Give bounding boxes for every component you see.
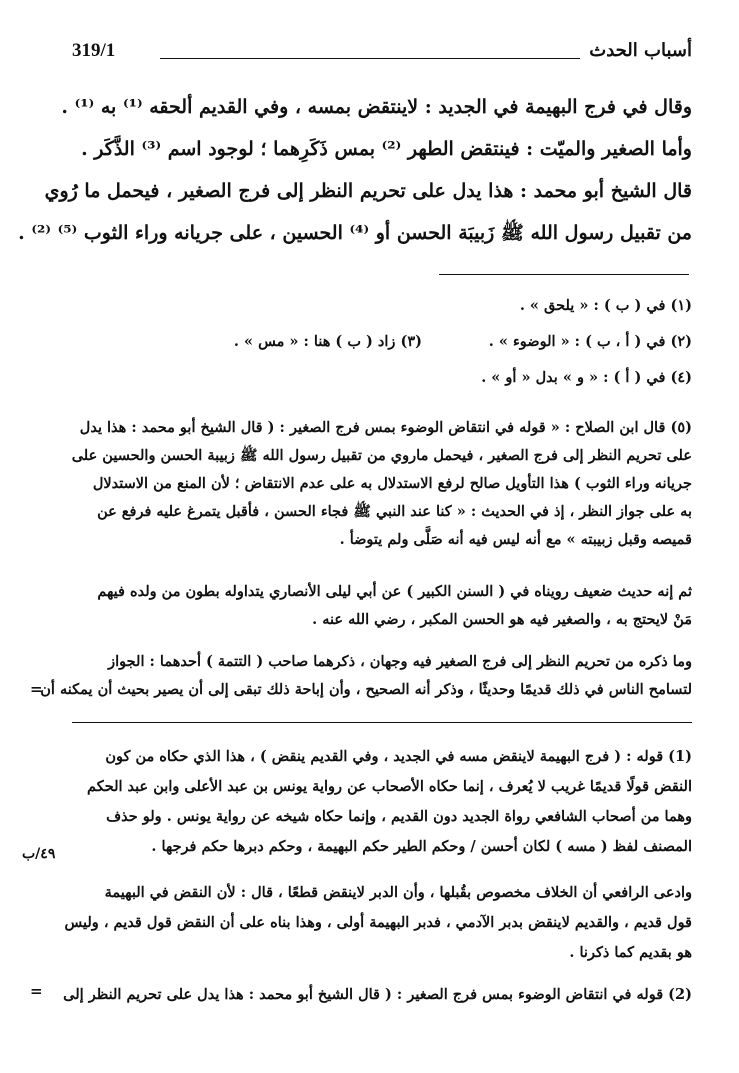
note-line: قميصه وقبل زبيبته » مع أنه ليس فيه أنه صَلَّى ولم يتوضأ . — [339, 531, 692, 548]
commentary-note-2 — [63, 980, 692, 1010]
commentary-line: هو بقديم كما ذكرنا . — [569, 944, 692, 961]
commentary-line: (2) قوله في انتقاض الوضوء بمس فرج الصغير : ( قال الشيخ أبو محمد : هذا يدل على تحريم النظر إلى — [63, 986, 692, 1003]
variant-note-row — [72, 364, 692, 392]
main-text-line: قال الشيخ أبو محمد : هذا يدل على تحريم النظر إلى فرج الصغير ، فيحمل ما رُوي — [44, 180, 692, 202]
margin-folio-note: ٤٩/ب — [22, 846, 56, 862]
commentary-line: قول قديم ، والقديم لاينقض بدبر الآدمي ، فدبر البهيمة أولى ، وهذا بناه على أن النقض قول قديم ، وليس — [64, 914, 692, 931]
note-line: على تحريم النظر إلى فرج الصغير ، فيحمل ماروي من تقبيل رسول الله ﷺ زبيبة الحسن والحسين على — [71, 447, 692, 464]
note-line: وما ذكره من تحريم النظر إلى فرج الصغير فيه وجهان ، ذكرهما صاحب ( التتمة ) أحدهما : الجواز — [108, 653, 692, 670]
variant-note-1: (١) في ( ب ) : « يلحق » . — [519, 297, 692, 314]
commentary-separator — [72, 722, 692, 723]
commentary-line: وادعى الرافعي أن الخلاف مخصوص بقُبلها ، وأن الدبر لاينقض قطعًا ، قال : لأن النقض في البهيمة — [104, 884, 692, 901]
variant-note-3: (٣) زاد ( ب ) هنا : « مس » . — [233, 333, 422, 350]
main-text — [18, 86, 692, 254]
variant-note-row — [72, 328, 692, 356]
header-rule — [160, 58, 580, 59]
variant-notes — [72, 292, 692, 392]
continuation-mark: = — [30, 982, 43, 1000]
commentary-line: النقض قولًا قديمًا غريب لا يُعرف ، إنما حكاه الأصحاب عن رواية يونس بن عبد الأعلى وابن عبد الحكم — [87, 778, 692, 795]
commentary-note-1-para-2 — [64, 878, 692, 968]
note-line: به على جواز النظر ، إذ في الحديث : « كنا عند النبي ﷺ فجاء الحسن ، فأقبل يتمرغ عليه فرفع عن — [97, 503, 692, 520]
running-title: أسباب الحدث — [589, 40, 692, 61]
note-line: لتسامح الناس في ذلك قديمًا وحديثًا ، وذكر أنه الصحيح ، وأن إباحة ذلك تبقى إلى أن يصير بحيث أن يمكنه أن — [40, 681, 692, 698]
commentary-line: (1) قوله : ( فرج البهيمة لاينقض مسه في الجديد ، وفي القديم ينقض ) ، هذا الذي حكاه من كون — [105, 748, 692, 765]
commentary-line: المصنف لفظ ( مسه ) لكان أحسن / وحكم الطير حكم البهيمة ، وحكم دبرها حكم فرجها . — [151, 838, 692, 855]
page-header — [72, 38, 692, 68]
note-line: (٥) قال ابن الصلاح : « قوله في انتقاض الوضوء بمس فرج الصغير : ( قال الشيخ أبو محمد : هذا يدل — [79, 419, 692, 436]
variant-note-row — [72, 292, 692, 320]
footnote-separator — [439, 274, 689, 275]
main-text-line: وقال في فرج البهيمة في الجديد : لاينتقض بمسه ، وفي القديم ألحقه ⁽¹⁾ به ⁽¹⁾ . — [61, 96, 692, 118]
variant-note-5-para-2 — [72, 578, 692, 634]
note-line: جريانه وراء الثوب ) هذا التأويل صالح لرفع الاستدلال به على عدم الانتقاض ؛ لأن المنع من الاستدلال — [92, 475, 692, 492]
continuation-mark: = — [30, 680, 43, 698]
note-line: مَنْ لايحتج به ، والصغير فيه هو الحسن المكبر ، رضي الله عنه . — [312, 611, 692, 628]
commentary-line: وهما من أصحاب الشافعي رواة الجديد دون القديم ، وإنما حكاه شيخه عن رواية يونس . ولو حذف — [106, 808, 692, 825]
variant-note-4: (٤) في ( أ ) : « و » بدل « أو » . — [481, 369, 692, 386]
main-text-line: من تقبيل رسول الله ﷺ زَبيبَة الحسن أو ⁽⁴⁾ الحسين ، على جريانه وراء الثوب ⁽⁵⁾ ⁽²⁾ . — [18, 222, 692, 244]
variant-note-5-para-3 — [40, 648, 692, 704]
main-text-line: وأما الصغير والميّت : فينتقض الطهر ⁽²⁾ بمس ذَكَرِهما ؛ لوجود اسم ⁽³⁾ الذَّكَر . — [81, 138, 692, 160]
variant-note-2: (٢) في ( أ ، ب ) : « الوضوء » . — [488, 333, 692, 350]
note-line: ثم إنه حديث ضعيف رويناه في ( السنن الكبير ) عن أبي ليلى الأنصاري يتداوله بطون من ولده فيهم — [97, 583, 692, 600]
variant-note-5 — [72, 414, 692, 554]
page-number: 319/1 — [72, 40, 116, 61]
commentary-note-1 — [72, 742, 692, 862]
